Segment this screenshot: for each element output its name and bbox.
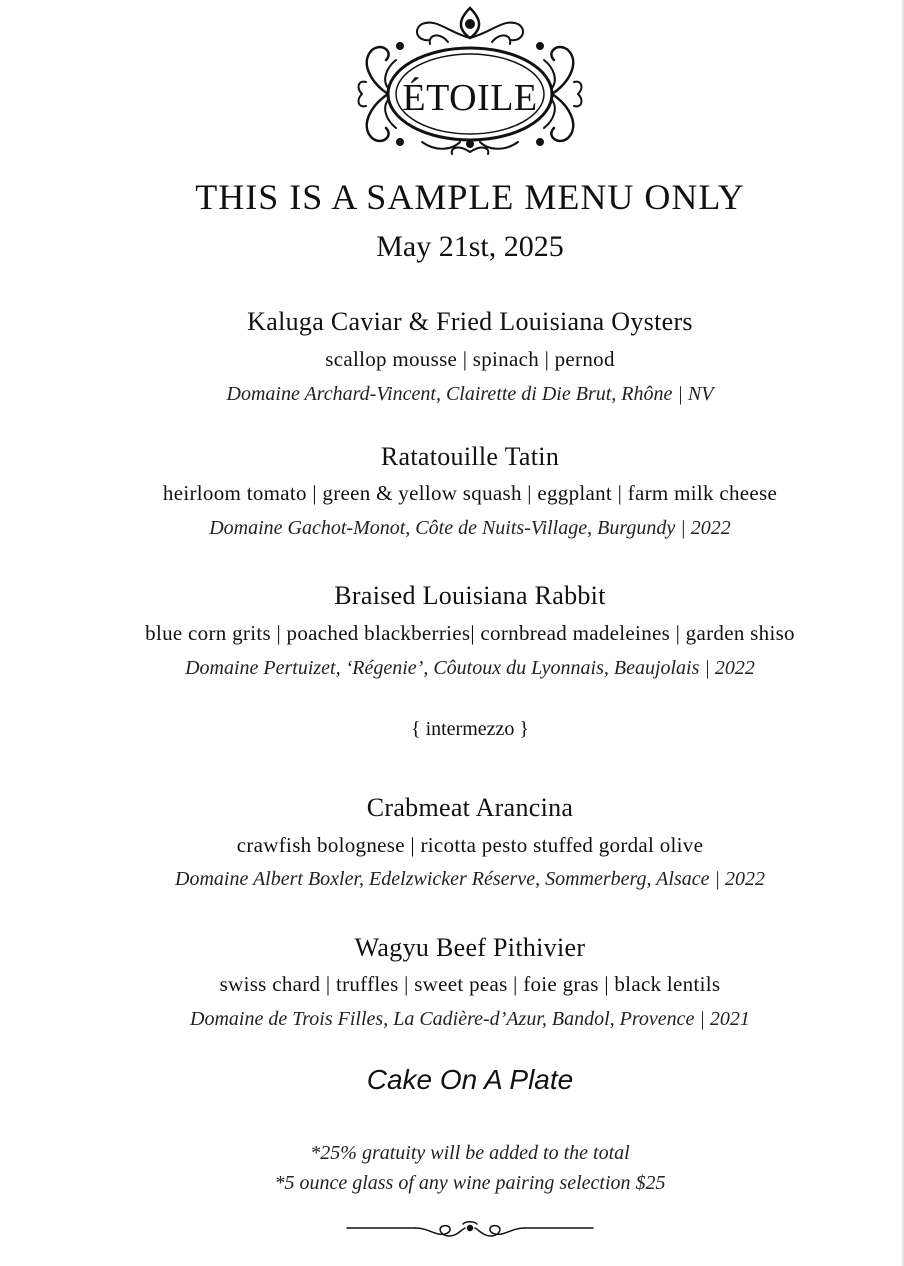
wine-pairing: Domaine de Trois Filles, La Cadière-d’Azur, Bandol, Provence | 2021 [190, 1008, 750, 1030]
course-description: scallop mousse | spinach | pernod [325, 347, 615, 371]
course-title: Braised Louisiana Rabbit [334, 581, 606, 610]
course-description: swiss chard | truffles | sweet peas | foie gras | black lentils [219, 972, 721, 996]
logo-text: ÉTOILE [402, 77, 538, 119]
course-title: Wagyu Beef Pithivier [354, 933, 586, 962]
wine-pairing: Domaine Albert Boxler, Edelzwicker Réserve, Sommerberg, Alsace | 2022 [175, 868, 765, 890]
menu-date: May 21st, 2025 [376, 230, 564, 263]
course-title: Kaluga Caviar & Fried Louisiana Oysters [247, 307, 693, 336]
dessert-title: Cake On A Plate [366, 1064, 574, 1095]
course-title: Crabmeat Arancina [366, 793, 574, 822]
wine-pairing: Domaine Pertuizet, ‘Régenie’, Côutoux du Lyonnais, Beaujolais | 2022 [185, 657, 755, 679]
wine-glass-note: *5 ounce glass of any wine pairing selection $25 [274, 1172, 666, 1194]
wine-pairing: Domaine Gachot-Monot, Côte de Nuits-Village, Burgundy | 2022 [209, 517, 731, 539]
gratuity-note: *25% gratuity will be added to the total [310, 1142, 630, 1164]
page-headline: THIS IS A SAMPLE MENU ONLY [195, 177, 745, 217]
etoile-logo [352, 2, 588, 158]
flourish-divider-icon [345, 1218, 595, 1244]
course-description: blue corn grits | poached blackberries| cornbread madeleines | garden shiso [145, 621, 795, 645]
course-title: Ratatouille Tatin [380, 442, 560, 471]
wine-pairing: Domaine Archard-Vincent, Clairette di Die Brut, Rhône | NV [226, 383, 714, 405]
course-description: crawfish bolognese | ricotta pesto stuffed gordal olive [236, 833, 704, 857]
course-description: heirloom tomato | green & yellow squash | eggplant | farm milk cheese [162, 481, 778, 505]
intermezzo: { intermezzo } [410, 718, 530, 740]
